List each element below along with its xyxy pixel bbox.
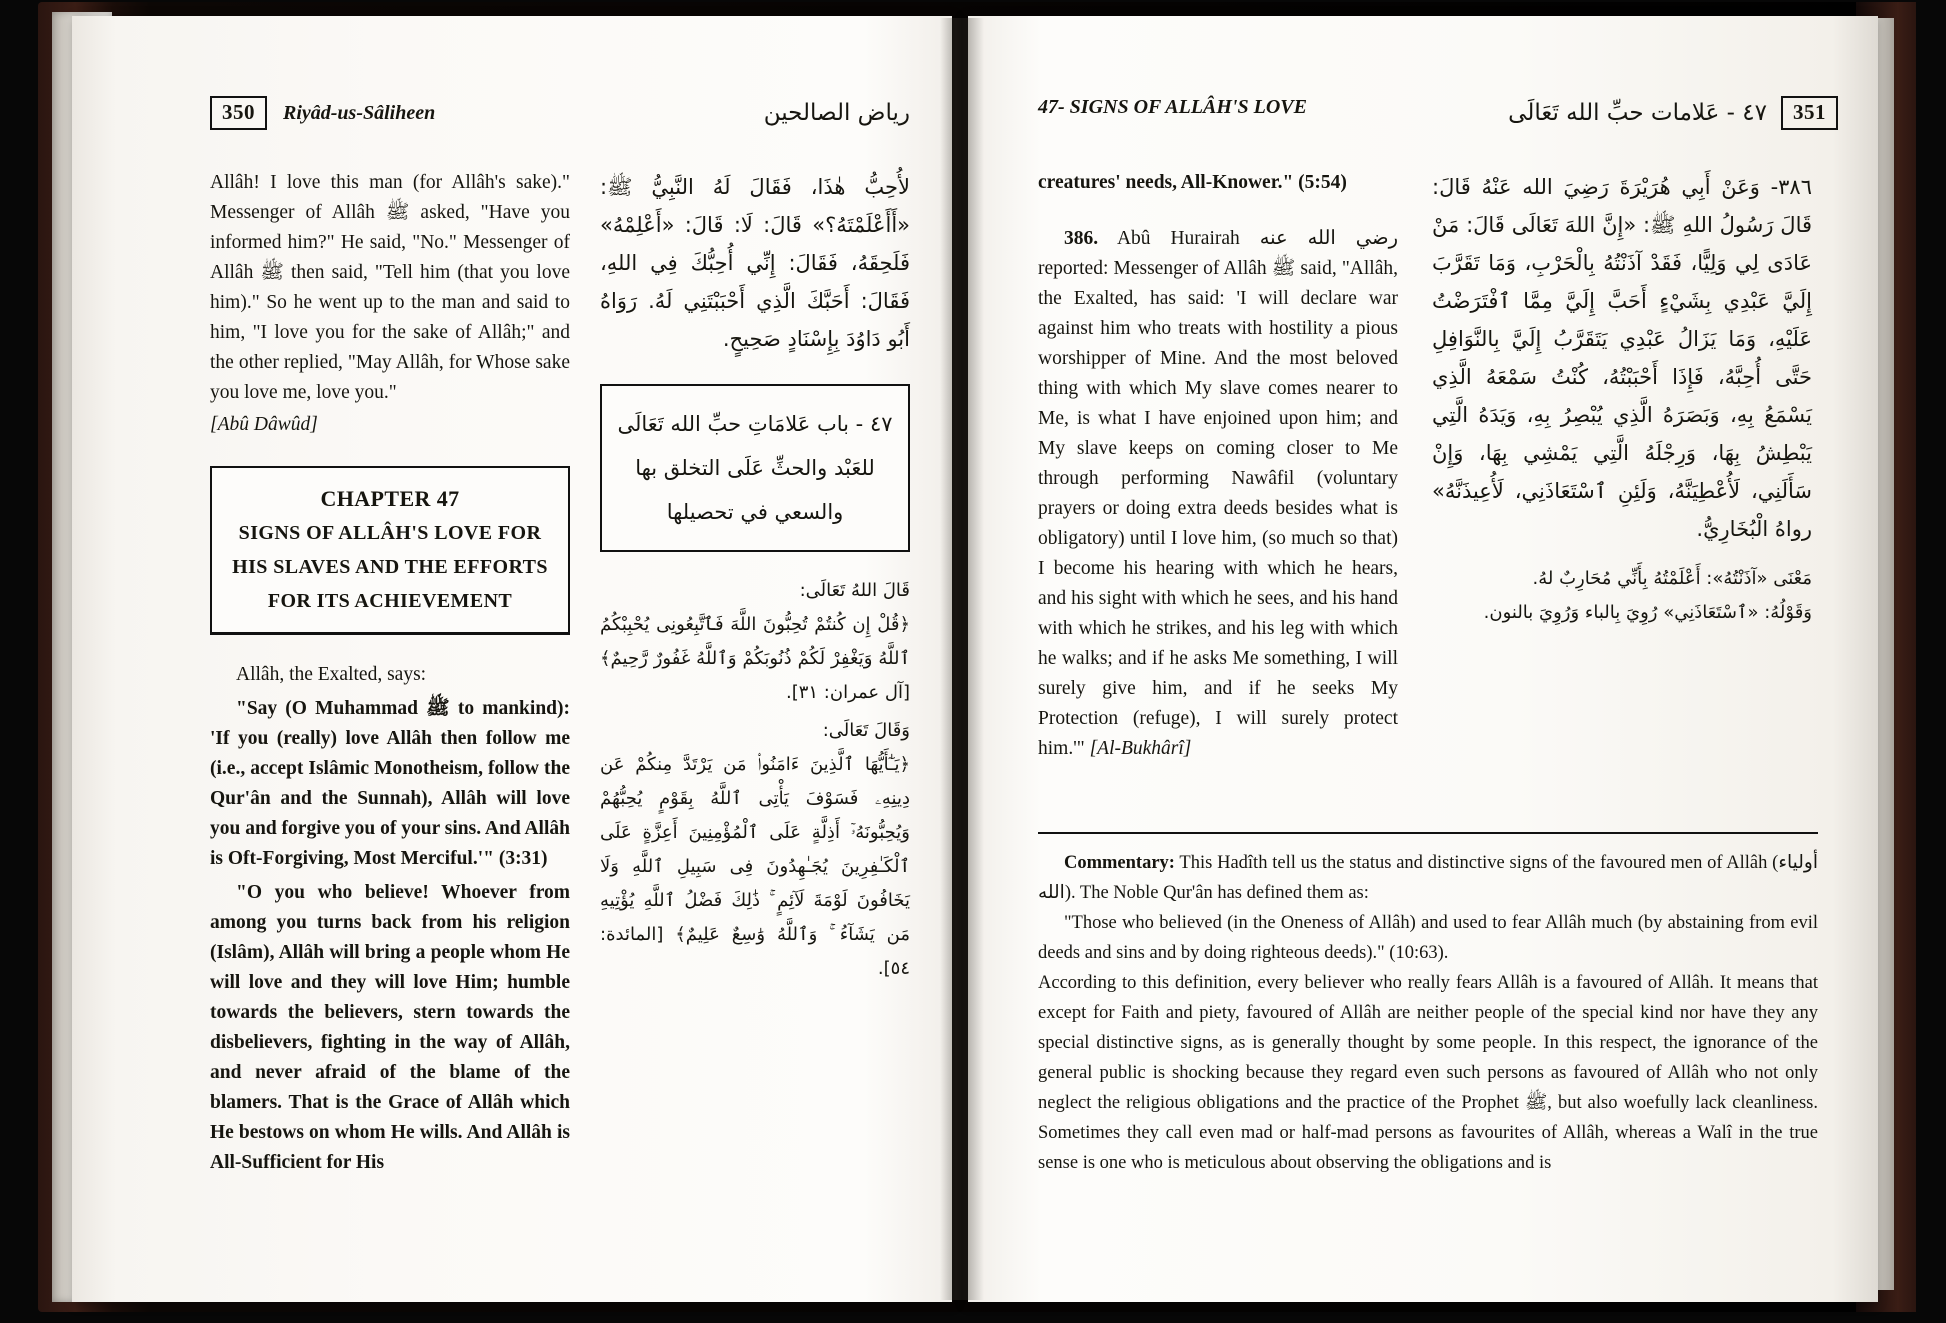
chapter-title-line-2: HIS SLAVES AND THE EFFORTS — [232, 556, 548, 578]
left-page-english-column — [210, 168, 570, 1178]
commentary-lead: This Hadîth tell us the status and distinctive signs of the favoured men of Allâh (أولياء الله). The Noble Qur'ân has defined them as: — [1038, 853, 1818, 903]
running-title-left-arabic: رياض الصالحين — [763, 100, 910, 126]
hadith-source: [Al-Bukhârî] — [1089, 738, 1192, 759]
arabic-verse-3-31: ﴿قُلْ إِن كُنتُمْ تُحِبُّونَ اللَّهَ فَٱتَّبِعُونِى يُحْبِبْكُمُ ٱللَّهُ وَيَغْفِرْ لَكُمْ ذُنُوبَكُمْ وَٱللَّهُ غَفُورٌ رَّحِيمٌ﴾ [آل عمران: ٣١]. — [600, 614, 910, 703]
commentary-section — [1038, 848, 1818, 1178]
chapter-title-arabic-line-2: للعَبْد والحثِّ عَلَى التخلق بها — [635, 456, 875, 480]
chapter-number-label: CHAPTER 47 — [320, 486, 460, 511]
allah-says-intro: Allâh, the Exalted, says: — [236, 664, 427, 685]
header-right — [1038, 96, 1838, 136]
page-number-right: 351 — [1781, 96, 1838, 130]
chapter-box-arabic — [600, 384, 910, 552]
commentary-divider — [1038, 832, 1818, 834]
page-number-left: 350 — [210, 96, 267, 130]
arabic-note-1: مَعْنَى «آذَنْتُهُ»: أَعْلَمْتُهُ بِأَنِّي مُحَارِبٌ لهُ. — [1532, 568, 1812, 589]
commentary-body: According to this definition, every believer who really fears Allâh is a favoured of Allâh. It means that except for Faith and piety, favoured of Allâh are neither people of the special kind nor have they any special distinctive signs, as is generally thought by some people. In this respect, the ignorance of the general public is shocking because they regard even such persons as favoured of Allâh who not only neglect the religious obligations and the practice of the Prophet ﷺ, but also woefully lack cleanliness. Sometimes they call even mad or half-mad persons as favourites of Allâh, whereas a Walî in the true sense is one who is meticulous about observing the obligations and is — [1038, 973, 1818, 1173]
chapter-title-line-3: FOR ITS ACHIEVEMENT — [267, 590, 513, 612]
commentary-label: Commentary: — [1064, 853, 1175, 873]
quran-quote-3-31: "Say (O Muhammad ﷺ to mankind): 'If you (really) love Allâh then follow me (i.e., accept Islâmic Monotheism, follow the Qur'ân and the Sunnah), Allâh will love you and forgive you of your sins. And Allâh is Oft-Forgiving, Most Merciful.'" (3:31) — [210, 698, 570, 869]
chapter-box-english — [210, 466, 570, 634]
left-hadith-source: [Abû Dâwûd] — [210, 414, 318, 435]
quran-quote-5-54: "O you who believe! Whoever from among you turns back from his religion (Islâm), Allâh will bring a people whom He will love and they will love Him; humble towards the believers, stern towards the disbelievers, fighting in the way of Allâh, and never afraid of the blame of the blamers. That is the Grace of Allâh which He bestows on whom He wills. And Allâh is All-Sufficient for His — [210, 882, 570, 1173]
chapter-title-line-1: SIGNS OF ALLÂH'S LOVE FOR — [238, 522, 542, 544]
arabic-hadith-386 — [1432, 168, 1812, 548]
right-page-english-column — [1038, 168, 1398, 764]
chapter-title-arabic-line-3: والسعي في تحصيلها — [666, 500, 844, 524]
right-page-arabic-column — [1432, 168, 1812, 630]
arabic-hadith-text: وَعَنْ أَبِي هُرَيْرَةَ رَضِيَ الله عَنْهُ قَالَ: قَالَ رَسُولُ اللهِ ﷺ: «إِنَّ اللهَ تَعَالَى قَالَ: مَنْ عَادَى لِي وَلِيًّا، فَقَدْ آذَنْتُهُ بِالْحَرْبِ، وَمَا تَقَرَّبَ إِلَيَّ عَبْدِي بِشَيْءٍ أَحَبَّ إِلَيَّ مِمَّا ٱفْتَرَضْتُ عَلَيْهِ، وَمَا يَزَالُ عَبْدِي يَتَقَرَّبُ إِلَيَّ بِالنَّوَافِلِ حَتَّى أُحِبَّهُ، فَإِذَا أَحْبَبْتُهُ، كُنْتُ سَمْعَهُ الَّذِي يَسْمَعُ بِهِ، وَبَصَرَهُ الَّذِي يُبْصِرُ بِهِ، وَيَدَهُ الَّتِي يَبْطِشُ بِهَا، وَرِجْلَهُ الَّتِي يَمْشِي بِهَا، وَإِنْ سَأَلَنِي، لَأُعْطِيَنَّهُ، وَلَئِنِ ٱسْتَعَاذَنِي، لَأُعِيذَنَّهُ» رواهُ الْبُخَارِيُّ. — [1432, 175, 1812, 541]
running-title-right-arabic: ٤٧ - عَلامات حبِّ الله تَعَالَى — [1508, 100, 1767, 126]
commentary-quran-quote: "Those who believed (in the Oneness of Allâh) and used to fear Allâh much (by abstaining from evil deeds and sins and by doing righteous deeds)." (10:63). — [1038, 913, 1818, 963]
arabic-note-2: وَقَوْلُهُ: «ٱسْتَعَاذَنِي» رُوِيَ بِالباء وَرُوِيَ بالنون. — [1483, 602, 1812, 623]
left-page-arabic-column — [600, 168, 910, 986]
hadith-number: 386. — [1064, 228, 1099, 249]
running-title-right: 47- SIGNS OF ALLÂH'S LOVE — [1038, 96, 1307, 118]
arabic-verse-2-intro: وَقَالَ تَعَالَى: — [822, 720, 910, 741]
hadith-386 — [1038, 224, 1398, 764]
left-arabic-hadith-text: لأُحِبُّ هٰذَا، فَقَالَ لَهُ النَّبِيُّ ﷺ: «أَأَعْلَمْتَهُ؟» قَالَ: لَا: قَالَ: «أَعْلِمْهُ» فَلَحِقَهُ، فَقَالَ: إِنِّي أُحِبُّكَ فِي اللهِ، فَقَالَ: أَحَبَّكَ الَّذِي أَحْبَبْتَنِي لَهُ. رَوَاهُ أَبُو دَاوُدَ بِإِسْنَادٍ صَحِيحٍ. — [600, 175, 910, 351]
left-hadith-continuation-text: Allâh! I love this man (for Allâh's sake)." Messenger of Allâh ﷺ asked, "Have you informed him?" He said, "No." Messenger of Allâh ﷺ then said, "Tell him (that you love him)." So he went up to the man and said to him, "I love you for the sake of Allâh;" and the other replied, "May Allâh, for Whose sake you love me, love you." — [210, 172, 570, 403]
chapter-title-arabic-line-1: ٤٧ - باب عَلامَاتِ حبِّ الله تَعَالَى — [617, 412, 893, 436]
arabic-verses-intro: قَالَ اللهُ تَعَالَى: — [799, 580, 910, 601]
verse-continuation-line: creatures' needs, All-Knower." (5:54) — [1038, 172, 1347, 193]
arabic-hadith-number: ٣٨٦- — [1770, 175, 1812, 199]
hadith-text: Abû Hurairah رضي الله عنه reported: Messenger of Allâh ﷺ said, "Allâh, the Exalted, has said: 'I will declare war against him who treats with hostility a pious worshipper of Mine. And the most beloved thing with which My slave comes nearer to Me, is what I have enjoined upon him; and My slave keeps on coming closer to Me through performing Nawâfil (voluntary prayers or doing extra deeds besides what is obligatory) until I love him, (so much so that) I become his hearing with which he hears, and his sight with which he sees, and his hand with which he strikes, and his leg with which he walks; and if he asks Me something, I will surely give him, and if he seeks My Protection (refuge), I will surely protect him.'" — [1038, 228, 1398, 759]
running-title-left: Riyâd-us-Sâliheen — [283, 101, 436, 124]
header-left — [210, 96, 910, 136]
arabic-verse-5-54: ﴿يَـٰٓأَيُّهَا ٱلَّذِينَ ءَامَنُوا۟ مَن يَرْتَدَّ مِنكُمْ عَن دِينِهِۦ فَسَوْفَ يَأْتِى ٱللَّهُ بِقَوْمٍ يُحِبُّهُمْ وَيُحِبُّونَهُۥٓ أَذِلَّةٍ عَلَى ٱلْمُؤْمِنِينَ أَعِزَّةٍ عَلَى ٱلْكَـٰفِرِينَ يُجَـٰهِدُونَ فِى سَبِيلِ ٱللَّهِ وَلَا يَخَافُونَ لَوْمَةَ لَآئِمٍ ۚ ذَٰلِكَ فَضْلُ ٱللَّهِ يُؤْتِيهِ مَن يَشَآءُ ۚ وَٱللَّهُ وَٰسِعٌ عَلِيمٌ﴾ [المائدة: ٥٤]. — [600, 754, 910, 979]
